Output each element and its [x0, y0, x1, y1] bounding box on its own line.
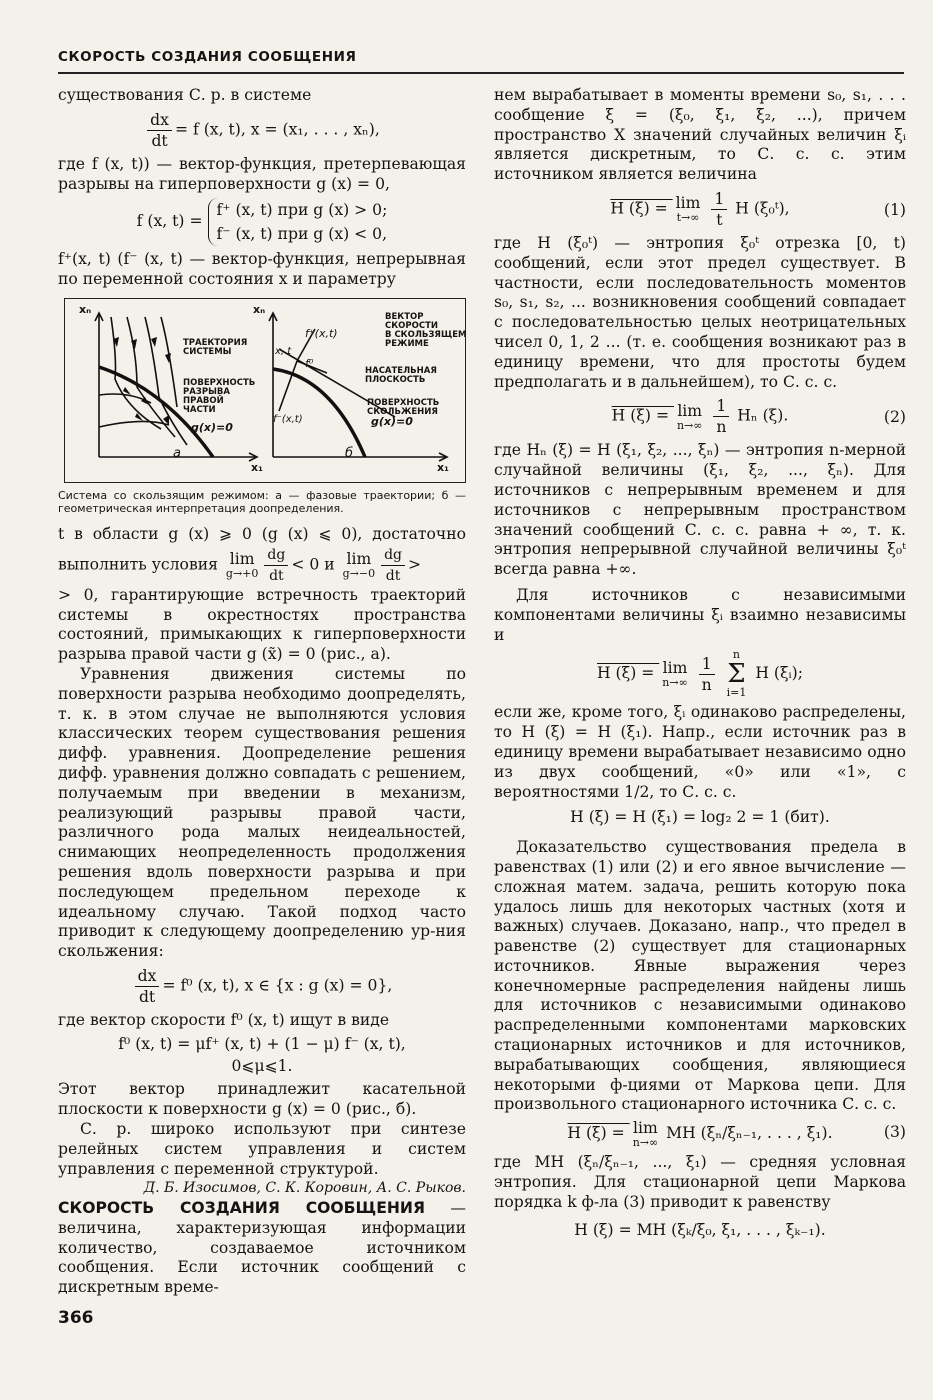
limit-1-den: dt: [269, 567, 284, 584]
surface-b: [273, 369, 365, 461]
figure-caption: Система со скользящим режимом: a — фазовые траектории; б — геометрическая интерпретация доопределения.: [58, 488, 466, 515]
r-eq5-rhs: MH (ξₙ/ξₙ₋₁, . . . , ξ₁).: [666, 1124, 833, 1143]
left-para-1: существования С. р. в системе: [58, 86, 312, 104]
right-column: [494, 86, 906, 1244]
r-eq5-lhs: H (ξ) =: [567, 1124, 630, 1143]
fig-b-xn-label: xₙ: [253, 302, 266, 316]
eq1-denominator: dt: [151, 131, 168, 150]
fig-a-x1-label: x₁: [251, 460, 263, 474]
eq3-num: dx: [135, 966, 160, 987]
fig-label-tangent: НАСАТЕЛЬНАЯ ПЛОСКОСТЬ: [365, 365, 437, 385]
fig-label-a: а: [173, 445, 181, 461]
eq2-case-1: f⁺ (x, t) при g (x) > 0;: [216, 201, 388, 220]
r-eq1-den: t: [716, 210, 723, 229]
r-eq3-den: n: [701, 675, 712, 694]
left-equation-4b: 0⩽μ⩽1.: [231, 1056, 293, 1075]
fig-label-b: б: [345, 445, 354, 461]
fig-label-g0-b: g(x)=0: [371, 414, 413, 428]
para-4a-text: t в области g (x) ⩾ 0 (g (x) ⩽ 0), достаточно выполнить условия: [58, 524, 466, 574]
left-para-7: Этот вектор принадлежит касательной плоскости к поверхности g (x) = 0 (рис., б).: [58, 1080, 466, 1119]
fig-label-trajectory: ТРАЕКТОРИЯ СИСТЕМЫ: [183, 337, 248, 357]
fig-label-g0-a: g(x)=0: [191, 420, 233, 434]
eq1-rhs: = f (x, t), x = (x₁, . . . , xₙ),: [174, 120, 380, 139]
eq-number-1: (1): [883, 200, 906, 219]
r-eq3-sum-bottom: i=1: [726, 686, 747, 700]
fig-label-fplus: f⁺(x,t): [305, 326, 338, 340]
fig-label-velocity: ВЕКТОР СКОРОСТИ В СКОЛЬЗЯЩЕМ РЕЖИМЕ: [385, 311, 467, 349]
left-para-6: где вектор скорости f⁰ (x, t) ищут в виде: [58, 1010, 390, 1029]
limit-2-sub: g→−0: [342, 567, 376, 581]
limit-mid-text: < 0 и: [291, 555, 335, 574]
eq2-lhs: f (x, t) =: [136, 212, 203, 231]
r-eq3-lim: lim: [662, 659, 688, 678]
right-equation-5: [494, 1119, 906, 1149]
right-equation-2: [494, 396, 906, 437]
r-eq3-lhs: H (ξ) =: [596, 664, 660, 683]
r-eq3-sub: n→∞: [662, 676, 688, 690]
limit-2-den: dt: [385, 567, 401, 584]
r-eq2-lhs: H (ξ) =: [611, 406, 674, 425]
eq2-cases: [208, 198, 388, 246]
r-eq1-sub: t→∞: [676, 211, 700, 225]
left-equation-1: [58, 110, 466, 151]
fig-label-fminus: f⁻(x,t): [273, 413, 303, 425]
entry-definition: — величина, характеризующая информации количество, создаваемое источником сообщения. Если источник сообщений с дискретным време-: [58, 1199, 466, 1297]
right-para-5: если же, кроме того, ξᵢ одинаково распределены, то H (ξ) = H (ξ₁). Напр., если источник раз в единицу времени вырабатывает независимо одно из двух сообщений, «0» или «1», с вероятностями 1/2, то С. с. с.: [494, 703, 906, 801]
r-eq2-sub: n→∞: [676, 418, 703, 432]
left-para-2: где f (x, t)) — вектор-функция, претерпевающая разрывы на гиперповерхности g (x) = 0,: [58, 154, 466, 193]
limit-1-sub: g→+0: [225, 567, 259, 581]
right-para-3: где Hₙ (ξ) = H (ξ₁, ξ₂, ..., ξₙ) — энтропия n-мерной случайной величины (ξ₁, ξ₂, ..., ξₙ). Для источников с непрерывным временем и для источников с непрерывным пространством значений сообщений С. с. с. равна + ∞, т. к. энтропия непрерывной случайной величины ξ₀ᵗ всегда равна +∞.: [494, 441, 906, 579]
fig-label-surface: ПОВЕРХНОСТЬ РАЗРЫВА ПРАВОЙ ЧАСТИ: [183, 377, 256, 415]
right-equation-6: H (ξ) = MH (ξₖ/ξ₀, ξ₁, . . . , ξₖ₋₁).: [574, 1220, 826, 1239]
limit-1-num: dg: [264, 545, 288, 566]
r-eq3-num: 1: [699, 654, 715, 675]
r-eq1-lim: lim: [675, 194, 701, 213]
left-column: [58, 86, 466, 1298]
vector-fminus: [279, 361, 297, 411]
limit-1-word: lim: [229, 550, 255, 569]
limit-end-text: >: [408, 555, 422, 574]
left-para-5: Уравнения движения системы по поверхности разрыва необходимо доопределять, т. к. в этом случае не выполняются условия классических теорем существования решения дифф. уравнения. Доопределение решения дифф. уравнения должно совпадать с решением, получаемым при введении в механизм, реализующий разрывы правой части, различного рода малых неидеальностей, снимающих неопределенность продолжения решения вдоль поверхности разрыва и при последующем предельном переходе к идеальному случаю. Такой подход часто приводит к следующему доопределению ур-ния скольжения:: [58, 664, 466, 961]
eq2-case-2: f⁻ (x, t) при g (x) < 0,: [216, 225, 388, 244]
right-para-2: где H (ξ₀ᵗ) — энтропия ξ₀ᵗ отрезка [0, t) сообщений, если этот предел существует. В частности, если последовательность моментов s₀, s₁, s₂, ... возникновения сообщений совпадает с последовательностью целых неотрицательных чисел 0, 1, 2 ... (т. е. сообщения возникают раз в единицу времени, что для простоты будем предполагать и в дальнейшем), то С. с. с.: [494, 233, 906, 391]
fig-label-xt: x, t: [275, 345, 292, 357]
left-para-9: [58, 1199, 466, 1298]
eq3-rhs: = f⁰ (x, t), x ∈ {x : g (x) = 0},: [162, 976, 393, 995]
left-para-3: f⁺(x, t) (f⁻ (x, t) — вектор-функция, непрерывная по переменной состояния x и параметру: [58, 250, 466, 289]
fig-b-x1-label: x₁: [437, 460, 449, 474]
eq3-den: dt: [138, 987, 156, 1006]
left-para-4b: > 0, гарантирующие встречность траекторий системы в окрестностях пространства состояний, примыкающих к гиперповерхности разрыва правой части g (x̃) = 0 (рис., а).: [58, 585, 466, 664]
r-eq1-lhs: H (ξ) =: [610, 199, 673, 218]
author-signature: Д. Б. Изосимов, С. К. Коровин, А. С. Рыков.: [143, 1180, 466, 1197]
entry-term: СКОРОСТЬ СОЗДАНИЯ СООБЩЕНИЯ: [58, 1199, 425, 1218]
r-eq2-den: n: [716, 418, 727, 437]
right-para-7: где MH (ξₙ/ξₙ₋₁, ..., ξ₁) — средняя условная энтропия. Для стационарной цепи Маркова порядка k ф-ла (3) приводит к равенству: [494, 1153, 906, 1211]
trajectory-a-6: [99, 421, 169, 427]
r-eq2-rhs: Hₙ (ξ).: [737, 406, 789, 425]
figure-sliding-mode: [64, 298, 466, 483]
left-equation-2: [58, 198, 466, 246]
r-eq1-rhs: H (ξ₀ᵗ),: [735, 199, 790, 218]
header-rule: [58, 72, 904, 74]
r-eq3-sum-top: n: [732, 648, 741, 662]
r-eq3-rhs: H (ξᵢ);: [755, 664, 804, 683]
right-equation-1: [494, 189, 906, 230]
r-eq2-lim: lim: [677, 401, 703, 420]
limit-2: [343, 550, 375, 580]
r-eq1-num: 1: [711, 189, 727, 210]
r-eq5-sub: n→∞: [632, 1136, 659, 1150]
limit-1: [226, 550, 258, 580]
r-eq2-num: 1: [713, 396, 729, 417]
right-para-1: нем вырабатывает в моменты времени s₀, s₁, . . . сообщение ξ = (ξ₀, ξ₁, ξ₂, ...), причем пространство X значений случайных величин ξᵢ является дискретным, то С. с. с. этим источником является величина: [494, 86, 906, 184]
left-para-8: С. р. широко используют при синтезе релейных систем управления и систем управления с переменной структурой.: [58, 1119, 466, 1178]
limit-2-num: dg: [381, 545, 405, 566]
eq-number-2: (2): [883, 408, 906, 427]
right-para-4: Для источников с независимыми компонентами величины ξᵢ взаимно независимы и: [494, 585, 906, 644]
r-eq3-sigma: Σ: [727, 659, 746, 690]
right-equation-4: H (ξ) = H (ξ₁) = log₂ 2 = 1 (бит).: [570, 808, 830, 827]
left-equation-4: f⁰ (x, t) = μf⁺ (x, t) + (1 − μ) f⁻ (x, t),: [118, 1034, 406, 1053]
fig-label-f0: f⁰: [305, 356, 314, 370]
right-para-6: Доказательство существования предела в равенствах (1) или (2) и его явное вычисление — сложная матем. задача, решить которую пока удалось лишь для некоторых частных (хотя и важных) случаев. Доказано, напр., что предел в равенстве (2) существует для стационарных источников. Явные выражения через конечномерные распределения найдены лишь для источников с независимыми одинаково распределенными компонентами марковских стационарных источников и для источников, вырабатывающих сообщения, являющиеся некоторыми ф-циями от Маркова цепи. Для произвольного стационарного источника С. с. с.: [494, 838, 906, 1114]
limit-2-word: lim: [346, 550, 372, 569]
page-number: 366: [58, 1308, 94, 1328]
fig-a-xn-label: xₙ: [79, 302, 92, 316]
eq1-numerator: dx: [147, 110, 172, 131]
eq-number-3: (3): [883, 1123, 906, 1142]
right-equation-3: [494, 649, 906, 699]
fig-label-sliding: ПОВЕРХНОСТЬ СКОЛЬЖЕНИЯ: [367, 397, 440, 417]
r-eq5-lim: lim: [633, 1119, 658, 1138]
running-header: СКОРОСТЬ СОЗДАНИЯ СООБЩЕНИЯ: [58, 49, 357, 65]
left-para-4a: [58, 525, 466, 586]
left-equation-3: [58, 966, 466, 1007]
trajectory-arrowheads: [113, 337, 171, 425]
